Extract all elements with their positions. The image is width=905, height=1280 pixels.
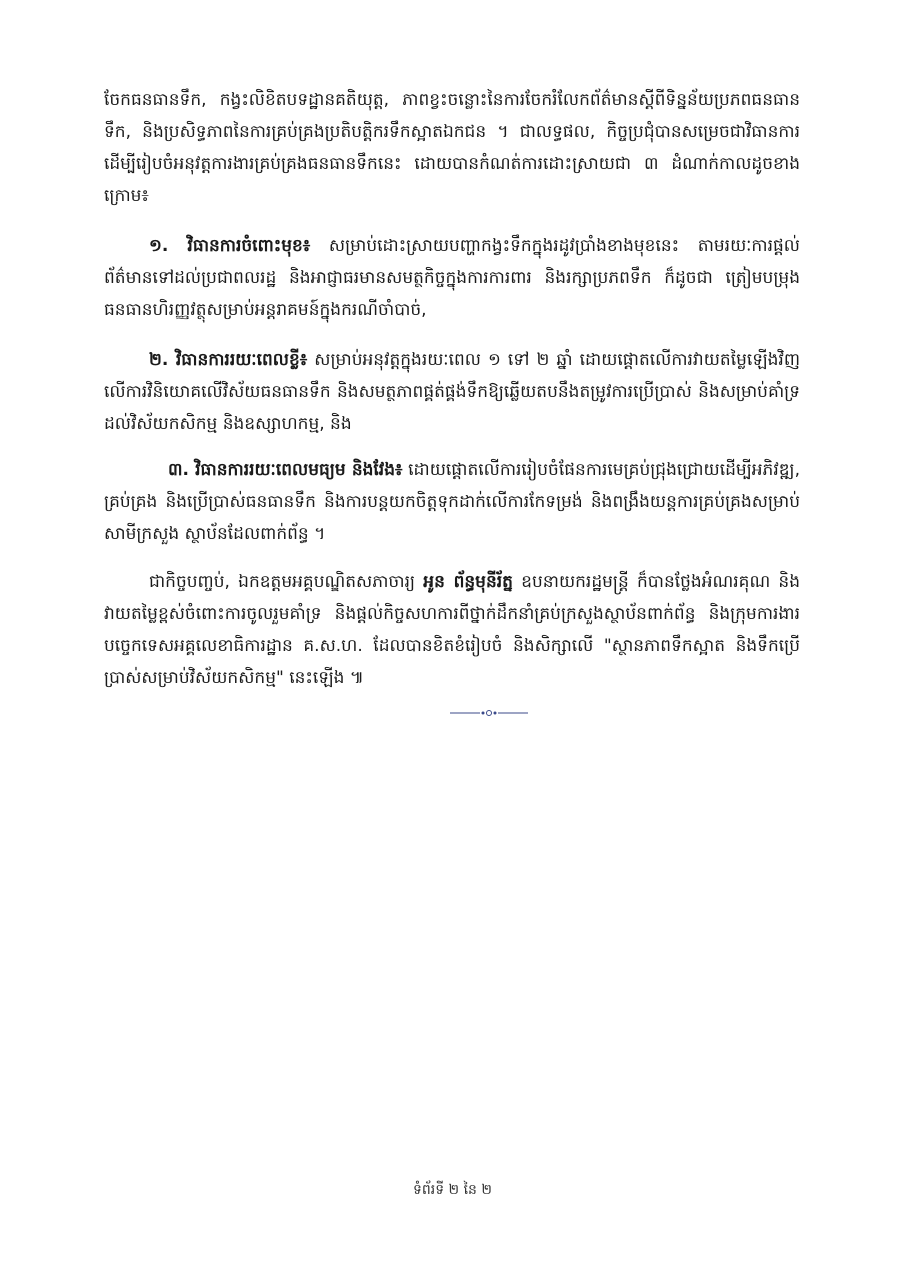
paragraph-intro — [104, 84, 800, 212]
paragraph-short-term-measures — [104, 344, 800, 440]
closing-text-post: ឧបនាយករដ្ឋមន្ត្រី ក៏បានថ្លែងអំណរគុណ និងវាយតម្លៃខ្ពស់ចំពោះការចូលរួមគាំទ្រ និងផ្តល់កិច្ចសហការពីថ្នាក់ដឹកនាំគ្រប់ក្រសួងស្ថាប័នពាក់ព័ន្ធ និងក្រុមការងារបច្ចេកទេសអគ្គលេខាធិការដ្ឋាន គ.ស.ហ. ដែលបានខិតខំរៀបចំ និងសិក្សាលើ "ស្ថានភាពទឹកស្អាត និងទឹកប្រើប្រាស់សម្រាប់វិស័យកសិកម្ម" នេះឡើង ៕ — [104, 572, 800, 688]
paragraph-long-term-measures — [104, 454, 800, 550]
page-number-label: ទំព័រទី ២ នៃ ២ — [413, 1182, 492, 1198]
paragraph-intro-text: ចែកធនធានទឹក, កង្វះលិខិតបទដ្ឋានគតិយុត្ត, ភាពខ្វះចន្លោះនៃការចែករំលែកព័ត៌មានស្តីពីទិន្នន័យប្រភពធនធានទឹក, និងប្រសិទ្ធភាពនៃការគ្រប់គ្រងប្រតិបត្តិករទឹកស្អាតឯកជន ។ ជាលទ្ធផល, កិច្ចប្រជុំបានសម្រេចជាវិធានការ ដើម្បីរៀបចំអនុវត្តការងារគ្រប់គ្រងធនធានទឹកនេះ ដោយបានកំណត់ការដោះស្រាយជា ៣ ដំណាក់កាលដូចខាងក្រោម៖ — [104, 90, 800, 206]
page-number-footer — [0, 1180, 905, 1200]
closing-text-pre: ជាកិច្ចបញ្ចប់, ឯកឧត្តមអគ្គបណ្ឌិតសភាចារ្យ — [149, 572, 424, 592]
long-term-measures-heading: ៣. វិធានការរយៈពេលមធ្យម និងវែង៖ — [168, 460, 403, 480]
paragraph-closing — [104, 566, 800, 694]
closing-person-name: អូន ព័ន្ធមុនីរ័ត្ន — [423, 572, 513, 592]
immediate-measures-text: សម្រាប់ដោះស្រាយបញ្ហាកង្វះទឹកក្នុងរដូវប្រាំងខាងមុខនេះ តាមរយៈការផ្តល់ព័ត៌មានទៅដល់ប្រជាពលរដ្ឋ និងអាជ្ញាធរមានសមត្ថកិច្ចក្នុងការការពារ និងរក្សាប្រភពទឹក ក៏ដូចជា ត្រៀមបម្រុងធនធានហិរញ្ញវត្ថុសម្រាប់អន្តរាគមន៍ក្នុងករណីចាំបាច់, — [104, 236, 800, 320]
ornament-divider — [450, 708, 528, 718]
short-term-measures-text: សម្រាប់អនុវត្តក្នុងរយៈពេល ១ ទៅ ២ ឆ្នាំ ដោយផ្តោតលើការវាយតម្លៃឡើងវិញលើការវិនិយោគលើវិស័យធនធានទឹក និងសមត្ថភាពផ្គត់ផ្គង់ទឹកឱ្យឆ្លើយតបនឹងតម្រូវការប្រើប្រាស់ និងសម្រាប់គាំទ្រដល់វិស័យកសិកម្ម និងឧស្សាហកម្ម, និង — [104, 350, 801, 434]
short-term-measures-heading: ២. វិធានការរយៈពេលខ្លី៖ — [149, 350, 308, 370]
paragraph-immediate-measures — [104, 230, 800, 326]
immediate-measures-heading: ១. វិធានការចំពោះមុខ៖ — [149, 236, 311, 256]
long-term-measures-text: ដោយផ្តោតលើការរៀបចំផែនការមេគ្រប់ជ្រុងជ្រោយដើម្បីអភិវឌ្ឍ, គ្រប់គ្រង និងប្រើប្រាស់ធនធានទឹក និងការបន្តយកចិត្តទុកដាក់លើការកែទម្រង់ និងពង្រឹងយន្តការគ្រប់គ្រងសម្រាប់សាមីក្រសួង ស្ថាប័នដែលពាក់ព័ន្ធ ។ — [104, 460, 800, 544]
